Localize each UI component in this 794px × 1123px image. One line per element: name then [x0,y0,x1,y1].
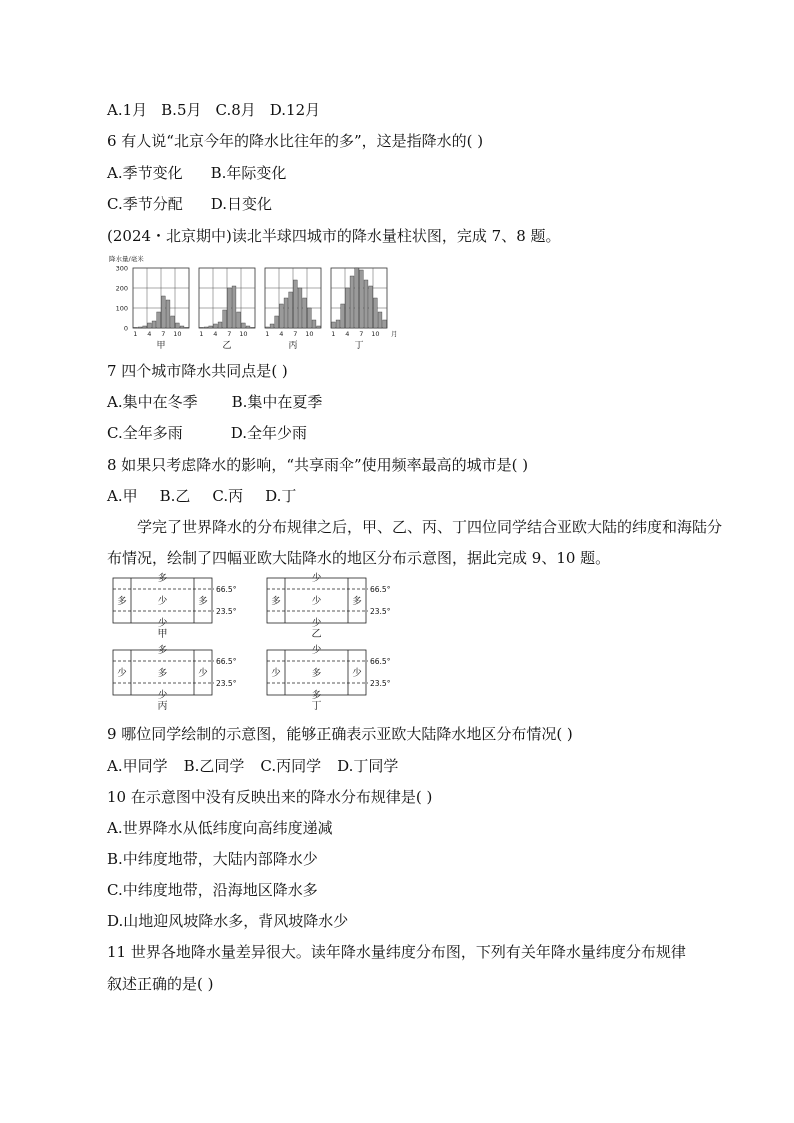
x-tick-label: 1 [199,330,204,338]
bar [359,270,363,328]
diagram-name: 甲 [157,629,168,640]
bar [138,327,142,328]
bar [383,320,387,328]
region-top: 少 [311,573,322,584]
q5-option-c: C.8月 [215,101,256,119]
bar [204,327,208,328]
lat-label-66: 66.5° [370,657,391,666]
y-tick-label: 200 [115,284,128,293]
q6-option-b: B.年际变化 [210,164,287,182]
x-unit-label: 月 [391,330,398,338]
q6-option-d: D.日变化 [210,195,272,213]
x-tick-label: 1 [331,330,336,338]
bar [265,327,269,328]
bar [350,276,354,328]
lat-label-23: 23.5° [370,607,391,616]
x-tick-label: 4 [345,330,350,338]
bar [298,288,302,328]
region-left: 少 [271,668,281,679]
bar [275,316,279,328]
region-left: 多 [117,596,127,607]
q6-options-row1 [107,163,300,183]
q8-options [107,486,310,506]
bar [246,326,250,328]
bar [213,324,217,328]
q8-option-d: D.丁 [265,487,297,505]
q7-stem: 7 四个城市降水共同点是( ) [107,362,288,380]
panel-name: 甲 [156,341,166,351]
bar [223,310,227,328]
bar [209,326,213,328]
x-tick-label: 4 [279,330,284,338]
bar [133,327,137,328]
bar [143,326,147,328]
bar [312,320,316,328]
region-right: 多 [198,596,208,607]
bar [270,324,274,328]
bar [185,327,189,328]
x-tick-label: 7 [161,330,166,338]
q7-option-c: C.全年多雨 [107,424,183,442]
x-tick-label: 4 [147,330,152,338]
q7-option-b: B.集中在夏季 [231,393,323,411]
region-bottom: 少 [311,618,322,629]
bar [336,320,340,328]
bar [180,326,184,328]
region-right: 多 [352,596,362,607]
region-bottom: 少 [157,690,168,701]
region-left: 多 [271,596,281,607]
region-bottom: 少 [157,618,168,629]
bar [369,286,373,328]
q9-option-a: A.甲同学 [107,757,168,775]
region-bottom: 多 [311,690,322,701]
bar [293,280,297,328]
x-tick-label: 10 [173,330,182,338]
chart-panel [199,268,255,351]
region-top: 少 [311,645,322,656]
region-center: 多 [157,668,168,679]
lat-label-23: 23.5° [216,607,237,616]
bar [345,288,349,328]
precipitation-bar-charts [100,252,410,354]
y-tick-label: 100 [115,304,128,313]
lat-label-66: 66.5° [216,585,237,594]
q7-option-d: D.全年少雨 [230,424,307,442]
bar [147,323,151,328]
x-tick-label: 10 [371,330,380,338]
bar [152,321,156,328]
chart-panel [265,268,321,351]
region-right: 少 [352,668,362,679]
region-top: 多 [157,573,168,584]
x-tick-label: 1 [133,330,138,338]
bar [373,298,377,328]
bar [355,268,359,328]
y-tick-label: 300 [115,264,128,273]
lat-diagram [113,644,237,712]
q8-option-b: B.乙 [159,487,191,505]
q10-option-a: A.世界降水从低纬度向高纬度递减 [107,819,333,837]
bar [341,304,345,328]
q9-options [107,756,412,776]
intro-9-10-line1: 学完了世界降水的分布规律之后，甲、乙、丙、丁四位同学结合亚欧大陆的纬度和海陆分 [137,518,723,536]
bar [317,326,321,328]
y-tick-label: 0 [123,324,128,333]
bar [307,308,311,328]
diagram-name: 丁 [311,701,322,712]
lat-diagram [113,572,237,640]
bar [218,322,222,328]
bar [331,322,335,328]
bar [227,288,231,328]
x-tick-label: 7 [227,330,232,338]
bar [241,323,245,328]
q9-option-c: C.丙同学 [260,757,322,775]
q8-option-c: C.丙 [212,487,244,505]
bar [199,327,203,328]
bar [284,298,288,328]
latitude-precipitation-diagrams [105,572,405,720]
q8-option-a: A.甲 [107,487,138,505]
x-tick-label: 10 [305,330,314,338]
q10-stem: 10 在示意图中没有反映出来的降水分布规律是( ) [107,788,433,806]
x-tick-label: 4 [213,330,218,338]
x-tick-label: 7 [359,330,364,338]
region-center: 少 [157,596,168,607]
bar [157,312,161,328]
bar [175,323,179,328]
q9-option-d: D.丁同学 [337,757,399,775]
chart-panel [331,268,387,351]
q5-options [107,100,334,120]
lat-diagram [267,572,391,640]
bar [166,300,170,328]
chart-panel [133,268,189,351]
q9-stem: 9 哪位同学绘制的示意图，能够正确表示亚欧大陆降水地区分布情况( ) [107,725,573,743]
lat-diagram [267,644,391,712]
bar [289,292,293,328]
region-top: 多 [157,645,168,656]
intro-9-10-line2: 布情况，绘制了四幅亚欧大陆降水的地区分布示意图，据此完成 9、10 题。 [107,549,611,567]
diagram-name: 丙 [157,701,168,712]
q7-option-a: A.集中在冬季 [107,393,198,411]
bar [279,304,283,328]
panel-name: 丁 [354,341,364,351]
bar [171,316,175,328]
diagram-name: 乙 [311,629,322,640]
x-tick-label: 7 [293,330,298,338]
q6-stem: 6 有人说“北京今年的降水比往年的多”，这是指降水的( ) [107,132,484,150]
intro-7-8: (2024・北京期中)读北半球四城市的降水量柱状图，完成 7、8 题。 [107,227,561,245]
q8-stem: 8 如果只考虑降水的影响，“共享雨伞”使用频率最高的城市是( ) [107,456,529,474]
lat-label-66: 66.5° [216,657,237,666]
region-left: 少 [117,668,127,679]
bar [378,312,382,328]
panel-name: 丙 [288,341,298,351]
region-center: 多 [311,668,322,679]
q10-option-d: D.山地迎风坡降水多，背风坡降水少 [107,912,349,930]
q10-option-b: B.中纬度地带，大陆内部降水少 [107,850,318,868]
q6-option-a: A.季节变化 [107,164,183,182]
q5-option-b: B.5月 [161,101,202,119]
x-tick-label: 10 [239,330,248,338]
q5-option-d: D.12月 [269,101,321,119]
q10-option-c: C.中纬度地带，沿海地区降水多 [107,881,318,899]
bar [237,312,241,328]
q6-options-row2 [107,194,286,214]
q6-option-c: C.季节分配 [107,195,183,213]
bar [303,298,307,328]
lat-label-23: 23.5° [370,679,391,688]
lat-label-23: 23.5° [216,679,237,688]
q5-option-a: A.1月 [107,101,148,119]
q9-option-b: B.乙同学 [183,757,245,775]
region-center: 少 [311,596,322,607]
q11-stem-line2: 叙述正确的是( ) [107,975,214,993]
x-tick-label: 1 [265,330,270,338]
q7-options-row1 [107,392,336,412]
bar [232,286,236,328]
bar [364,280,368,328]
y-axis-label: 降水量/毫米 [109,255,144,263]
region-right: 少 [198,668,208,679]
bar [251,327,255,328]
panel-name: 乙 [222,341,232,351]
q7-options-row2 [107,423,321,443]
q11-stem-line1: 11 世界各地降水量差异很大。读年降水量纬度分布图，下列有关年降水量纬度分布规律 [107,943,686,961]
bar [161,296,165,328]
lat-label-66: 66.5° [370,585,391,594]
